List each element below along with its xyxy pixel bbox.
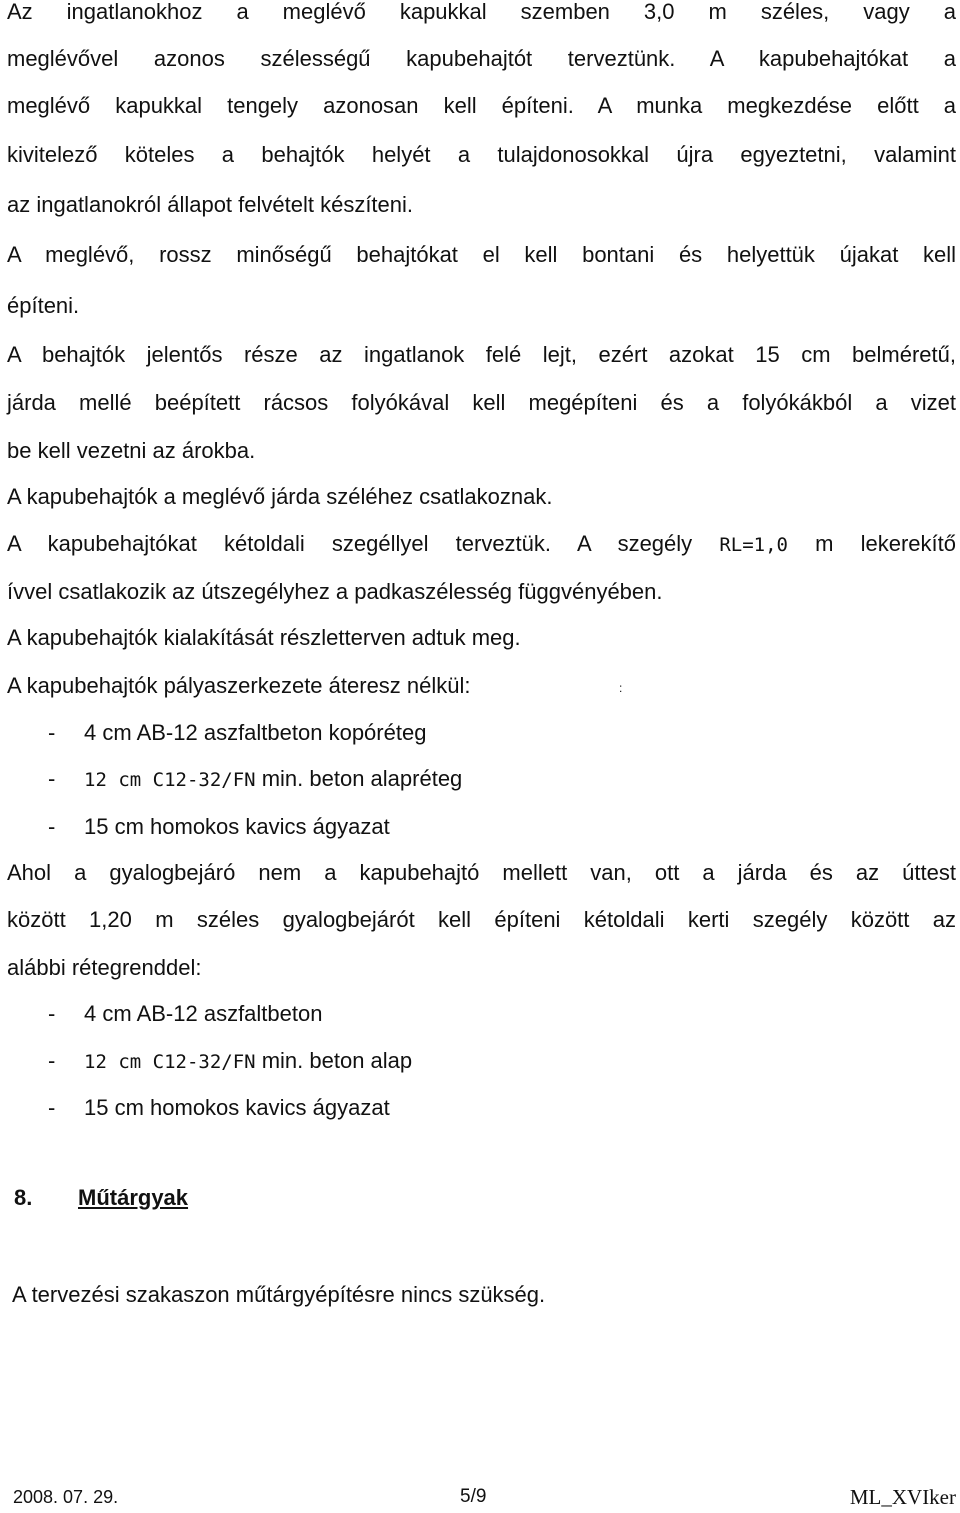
text-line: meglévő kapukkal tengely azonosan kell építeni. A munka megkezdése előtt a bbox=[7, 93, 956, 118]
text-line: A kapubehajtók kialakítását részletterven adtuk meg. bbox=[7, 625, 521, 650]
text-line: A meglévő, rossz minőségű behajtókat el kell bontani és helyettük újakat kell bbox=[7, 242, 956, 267]
list-text: 15 cm homokos kavics ágyazat bbox=[84, 814, 390, 839]
text-line: A behajtók jelentős része az ingatlanok felé lejt, ezért azokat 15 cm belméretű, bbox=[7, 342, 956, 367]
closing-line: A tervezési szakaszon műtárgyépítésre nincs szükség. bbox=[12, 1282, 546, 1307]
text-line: építeni. bbox=[7, 293, 80, 318]
list-text: 15 cm homokos kavics ágyazat bbox=[84, 1095, 390, 1120]
stray-mark: : bbox=[619, 681, 623, 695]
section-title: Műtárgyak bbox=[78, 1185, 189, 1210]
text-line: meglévővel azonos szélességű kapubehajtót terveztünk. A kapubehajtókat a bbox=[7, 46, 956, 71]
rl-sentence bbox=[7, 529, 956, 559]
footer-document-code: ML_XVIker bbox=[849, 1485, 956, 1509]
list-dash: - bbox=[48, 720, 56, 745]
text-segment: m lekerekítő bbox=[787, 531, 956, 556]
section-number: 8. bbox=[14, 1185, 33, 1210]
list-text: 4 cm AB-12 aszfaltbeton kopóréteg bbox=[84, 720, 427, 745]
list-item bbox=[48, 999, 322, 1029]
rl-code: RL=1,0 bbox=[719, 534, 788, 556]
text-line: járda mellé beépített rácsos folyókával kell megépíteni és a folyókákból a vizet bbox=[7, 390, 956, 415]
text-segment: A kapubehajtókat kétoldali szegéllyel terveztük. A szegély bbox=[7, 531, 720, 556]
text-line: be kell vezetni az árokba. bbox=[7, 438, 256, 463]
list-text: 4 cm AB-12 aszfaltbeton bbox=[84, 1001, 323, 1026]
footer-page-number: 5/9 bbox=[460, 1486, 487, 1507]
list-dash: - bbox=[48, 1001, 56, 1026]
list-dash: - bbox=[48, 766, 56, 791]
text-line: A kapubehajtók a meglévő járda széléhez csatlakoznak. bbox=[7, 484, 553, 509]
footer-date: 2008. 07. 29. bbox=[13, 1487, 119, 1507]
list-item bbox=[48, 1093, 390, 1123]
list-item bbox=[48, 812, 390, 842]
text-line: az ingatlanokról állapot felvételt készíteni. bbox=[7, 192, 414, 217]
text-line: között 1,20 m széles gyalogbejárót kell építeni kétoldali kerti szegély között az bbox=[7, 907, 956, 932]
list-item bbox=[48, 718, 426, 748]
text-line: kivitelező köteles a behajtók helyét a tulajdonosokkal újra egyeztetni, valamint bbox=[7, 142, 956, 167]
list-dash: - bbox=[48, 1095, 56, 1120]
text-line: Az ingatlanokhoz a meglévő kapukkal szemben 3,0 m széles, vagy a bbox=[7, 0, 956, 24]
list-dash: - bbox=[48, 814, 56, 839]
section-heading bbox=[14, 1182, 188, 1214]
list-item bbox=[48, 1046, 412, 1076]
text-line: alábbi rétegrenddel: bbox=[7, 955, 202, 980]
list-item bbox=[48, 764, 462, 794]
list-code: 12 cm C12-32/FN bbox=[84, 769, 256, 791]
list-dash: - bbox=[48, 1048, 56, 1073]
list-code: 12 cm C12-32/FN bbox=[84, 1051, 256, 1073]
text-line: A kapubehajtók pályaszerkezete áteresz nélkül: bbox=[7, 673, 471, 698]
list-text: min. beton alapréteg bbox=[255, 766, 463, 791]
text-line: Ahol a gyalogbejáró nem a kapubehajtó mellett van, ott a járda és az úttest bbox=[7, 860, 956, 885]
list-text: min. beton alap bbox=[255, 1048, 413, 1073]
text-line: ívvel csatlakozik az útszegélyhez a padkaszélesség függvényében. bbox=[7, 579, 663, 604]
